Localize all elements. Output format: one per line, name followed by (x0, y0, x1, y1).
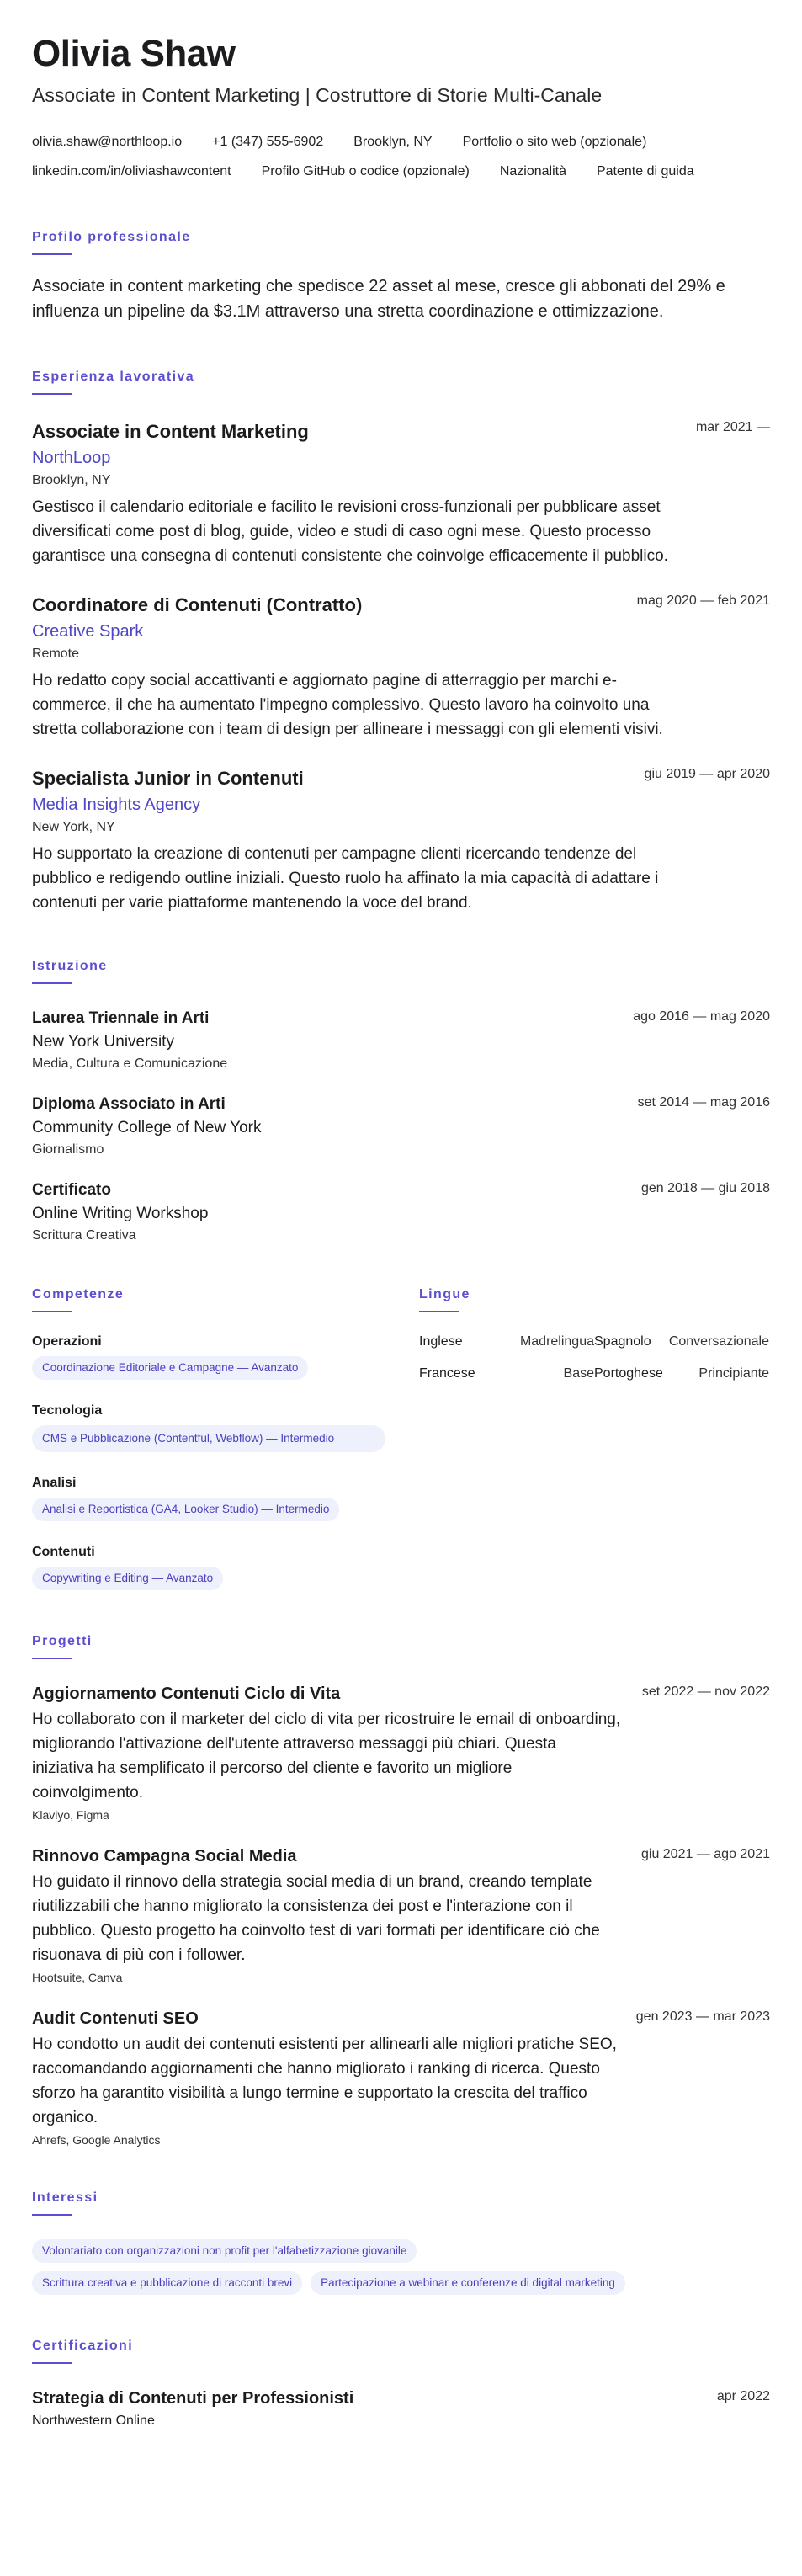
language-name: Francese (419, 1366, 475, 1381)
section-divider (32, 2214, 72, 2216)
certification-entry (32, 2389, 770, 2429)
contact-nationality: Nazionalità (499, 164, 566, 179)
edu-school: Online Writing Workshop (32, 1205, 209, 1223)
section-title: Competenze (32, 1287, 125, 1302)
summary-section (32, 230, 770, 324)
edu-field: Scrittura Creativa (32, 1228, 136, 1243)
project-description: Ho collaborato con il marketer del ciclo di vita per ricostruire le email di onboarding, migliorando l'attivazione dell'utente attraverso messaggi più chiari. Questa iniziativa ha semplificato il percorso del cliente e favorito un migliore coinvolgimento. (32, 1711, 621, 1802)
section-divider (32, 1658, 72, 1659)
interests-section (32, 2190, 770, 2295)
edu-dates: gen 2018 — giu 2018 (640, 1181, 770, 1196)
skill-group (32, 1403, 385, 1452)
job-description: Ho supportato la creazione di contenuti per campagne clienti ricercando tendenze del pubblico e redigendo outline iniziali. Questo ruolo ha affinato la mia capacità di adattare i contenuti per varie piattaforme mantenendo la voce del brand. (32, 845, 659, 913)
edu-school: Community College of New York (32, 1119, 262, 1137)
interest-chip: Scrittura creativa e pubblicazione di racconti brevi (32, 2271, 302, 2295)
job-location: New York, NY (32, 820, 115, 835)
language-level: Principiante (698, 1366, 769, 1381)
job-dates: giu 2019 — apr 2020 (644, 767, 770, 782)
language-item (594, 1366, 769, 1381)
project-title: Audit Contenuti SEO (32, 2009, 199, 2029)
section-divider (32, 1311, 72, 1312)
projects-section (32, 1634, 770, 2147)
project-title: Aggiornamento Contenuti Ciclo di Vita (32, 1685, 341, 1704)
project-description: Ho condotto un audit dei contenuti esistenti per allinearli alle migliori pratiche SEO, raccomandando aggiornamenti che hanno migliorato i ranking di ricerca. Questo sforzo ha garantito visibilità a lungo termine e supportato la crescita del traffico organico. (32, 2036, 617, 2127)
interest-list (32, 2231, 770, 2295)
education-entry (32, 1009, 770, 1072)
language-item (419, 1334, 594, 1349)
skill-category: Contenuti (32, 1545, 95, 1560)
section-title: Interessi (32, 2190, 98, 2206)
project-tools: Hootsuite, Canva (32, 1971, 123, 1985)
section-title: Lingue (419, 1287, 470, 1302)
certification-title: Strategia di Contenuti per Professionisti (32, 2389, 354, 2408)
contact-list (32, 127, 770, 186)
section-title: Certificazioni (32, 2339, 134, 2354)
language-name: Portoghese (594, 1366, 663, 1381)
skill-chip: Coordinazione Editoriale e Campagne — Avanzato (32, 1356, 308, 1380)
project-dates: gen 2023 — mar 2023 (635, 2009, 770, 2025)
section-divider (419, 1311, 459, 1312)
candidate-name: Olivia Shaw (32, 33, 236, 74)
language-item (419, 1366, 594, 1381)
job-dates: mar 2021 — (695, 420, 770, 435)
job-company: Creative Spark (32, 622, 144, 641)
section-title: Istruzione (32, 959, 108, 974)
experience-section (32, 370, 770, 915)
job-title: Specialista Junior in Contenuti (32, 768, 304, 790)
certification-date: apr 2022 (716, 2389, 770, 2404)
contact-portfolio: Portfolio o sito web (opzionale) (462, 135, 647, 150)
project-tools: Ahrefs, Google Analytics (32, 2133, 161, 2148)
job-entry (32, 420, 770, 568)
section-title: Esperienza lavorativa (32, 370, 195, 385)
summary-text: Associate in content marketing che spedisce 22 asset al mese, cresce gli abbonati del 29% e influenza un pipeline da $3.1M attraverso una stretta coordinazione e ottimizzazione. (32, 277, 725, 322)
edu-field: Media, Cultura e Comunicazione (32, 1056, 228, 1072)
edu-degree: Diploma Associato in Arti (32, 1095, 226, 1114)
job-company: NorthLoop (32, 449, 111, 468)
certifications-section (32, 2339, 770, 2429)
contact-license: Patente di guida (596, 164, 694, 179)
contact-phone: +1 (347) 555-6902 (212, 135, 324, 150)
interest-chip: Volontariato con organizzazioni non profit per l'alfabetizzazione giovanile (32, 2239, 417, 2263)
education-entry (32, 1095, 770, 1158)
job-dates: mag 2020 — feb 2021 (636, 593, 770, 609)
contact-email: olivia.shaw@northloop.io (32, 135, 183, 150)
contact-location: Brooklyn, NY (353, 135, 433, 150)
language-name: Inglese (419, 1334, 463, 1349)
language-grid (419, 1334, 770, 1398)
project-description: Ho guidato il rinnovo della strategia social media di un brand, creando template riutilizzabili che hanno migliorato la consistenza dei post e l'interazione con il pubblico. Questo progetto ha coinvolto test di vari formati per identificare ciò che risuonava di più con i follower. (32, 1873, 600, 1965)
section-title: Progetti (32, 1634, 93, 1649)
skill-chip: Copywriting e Editing — Avanzato (32, 1567, 223, 1590)
project-dates: giu 2021 — ago 2021 (640, 1847, 770, 1862)
skill-chip: CMS e Pubblicazione (Contentful, Webflow) — Intermedio (32, 1425, 385, 1452)
project-entry (32, 1685, 770, 1822)
job-company: Media Insights Agency (32, 796, 201, 815)
job-location: Brooklyn, NY (32, 473, 111, 488)
languages-section (419, 1287, 770, 1590)
language-item (594, 1334, 769, 1349)
edu-dates: set 2014 — mag 2016 (637, 1095, 770, 1110)
job-location: Remote (32, 647, 80, 662)
skill-category: Operazioni (32, 1334, 102, 1349)
project-entry (32, 1847, 770, 1984)
edu-field: Giornalismo (32, 1142, 104, 1158)
education-section (32, 959, 770, 1243)
interest-chip: Partecipazione a webinar e conferenze di digital marketing (311, 2271, 625, 2295)
language-row (419, 1366, 770, 1398)
skill-group (32, 1545, 385, 1590)
language-level: Base (563, 1366, 594, 1381)
section-divider (32, 982, 72, 984)
job-entry (32, 767, 770, 915)
section-divider (32, 253, 72, 255)
edu-degree: Certificato (32, 1181, 111, 1200)
language-row (419, 1334, 770, 1366)
section-divider (32, 393, 72, 395)
section-divider (32, 2362, 72, 2364)
contact-linkedin: linkedin.com/in/oliviashawcontent (32, 164, 231, 179)
project-tools: Klaviyo, Figma (32, 1808, 109, 1823)
education-entry (32, 1181, 770, 1243)
section-title: Profilo professionale (32, 230, 191, 245)
language-name: Spagnolo (594, 1334, 651, 1349)
certification-issuer: Northwestern Online (32, 2414, 155, 2429)
job-description: Gestisco il calendario editoriale e facilito le revisioni cross-funzionali per pubblicare asset diversificati come post di blog, guide, video e studi di caso ogni mese. Questo processo garantisce una consegna di contenuti consistente che coinvolge efficacemente il pubblico. (32, 498, 668, 566)
edu-school: New York University (32, 1033, 174, 1051)
skills-section (32, 1287, 385, 1590)
project-entry (32, 2009, 770, 2147)
job-entry (32, 593, 770, 742)
language-level: Conversazionale (668, 1334, 769, 1349)
skill-category: Analisi (32, 1476, 77, 1491)
contact-github: Profilo GitHub o codice (opzionale) (261, 164, 470, 179)
job-title: Associate in Content Marketing (32, 421, 309, 443)
skill-chip: Analisi e Reportistica (GA4, Looker Studio) — Intermedio (32, 1498, 339, 1521)
language-level: Madrelingua (519, 1334, 594, 1349)
skill-category: Tecnologia (32, 1403, 103, 1418)
job-title: Coordinatore di Contenuti (Contratto) (32, 594, 363, 616)
skill-group (32, 1334, 385, 1380)
skills-languages-row (32, 1287, 770, 1590)
skill-group (32, 1476, 385, 1521)
project-title: Rinnovo Campagna Social Media (32, 1847, 297, 1866)
project-dates: set 2022 — nov 2022 (641, 1685, 770, 1700)
edu-degree: Laurea Triennale in Arti (32, 1009, 210, 1028)
job-description: Ho redatto copy social accattivanti e aggiornato pagine di atterraggio per marchi e-commerce, il che ha aumentato l'impegno complessivo. Questo lavoro ha coinvolto una stretta collaborazione con i team di design per allineare i messaggi con gli elementi visivi. (32, 672, 663, 739)
headline: Associate in Content Marketing | Costruttore di Storie Multi-Canale (32, 84, 603, 107)
edu-dates: ago 2016 — mag 2020 (633, 1009, 770, 1025)
